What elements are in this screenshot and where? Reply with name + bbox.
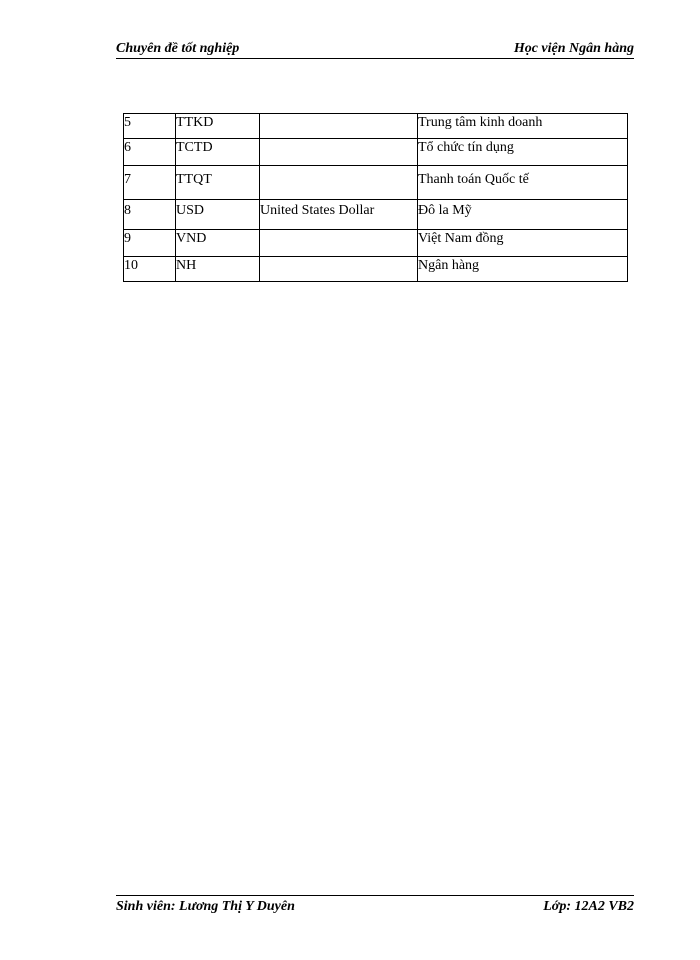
table-row [124,230,628,257]
vietnamese-term-cell: Ngân hàng [418,257,628,282]
row-number-cell: 10 [124,257,176,282]
table-row [124,257,628,282]
abbreviation-cell: NH [176,257,260,282]
page-footer [116,895,634,916]
english-term-cell: United States Dollar [260,200,418,230]
english-term-cell [260,114,418,139]
abbreviation-cell: TTQT [176,166,260,200]
row-number-cell: 5 [124,114,176,139]
abbreviation-cell: TCTD [176,139,260,166]
abbreviation-cell: TTKD [176,114,260,139]
row-number-cell: 9 [124,230,176,257]
english-term-cell [260,139,418,166]
table-row [124,166,628,200]
english-term-cell [260,230,418,257]
row-number-cell: 7 [124,166,176,200]
abbreviation-cell: USD [176,200,260,230]
vietnamese-term-cell: Việt Nam đồng [418,230,628,257]
table-row [124,139,628,166]
table-row [124,200,628,230]
english-term-cell [260,257,418,282]
header-document-type: Chuyên đề tốt nghiệp [116,41,240,56]
row-number-cell: 8 [124,200,176,230]
row-number-cell: 6 [124,139,176,166]
vietnamese-term-cell: Tổ chức tín dụng [418,139,628,166]
footer-student-name: Sinh viên: Lương Thị Y Duyên [116,899,295,914]
abbreviation-cell: VND [176,230,260,257]
vietnamese-term-cell: Đô la Mỹ [418,200,628,230]
footer-class: Lớp: 12A2 VB2 [543,899,634,914]
abbreviation-table [123,113,628,282]
page-header [116,41,634,59]
header-institution: Học viện Ngân hàng [513,41,634,56]
english-term-cell [260,166,418,200]
vietnamese-term-cell: Thanh toán Quốc tế [418,166,628,200]
vietnamese-term-cell: Trung tâm kinh doanh [418,114,628,139]
table-row [124,114,628,139]
